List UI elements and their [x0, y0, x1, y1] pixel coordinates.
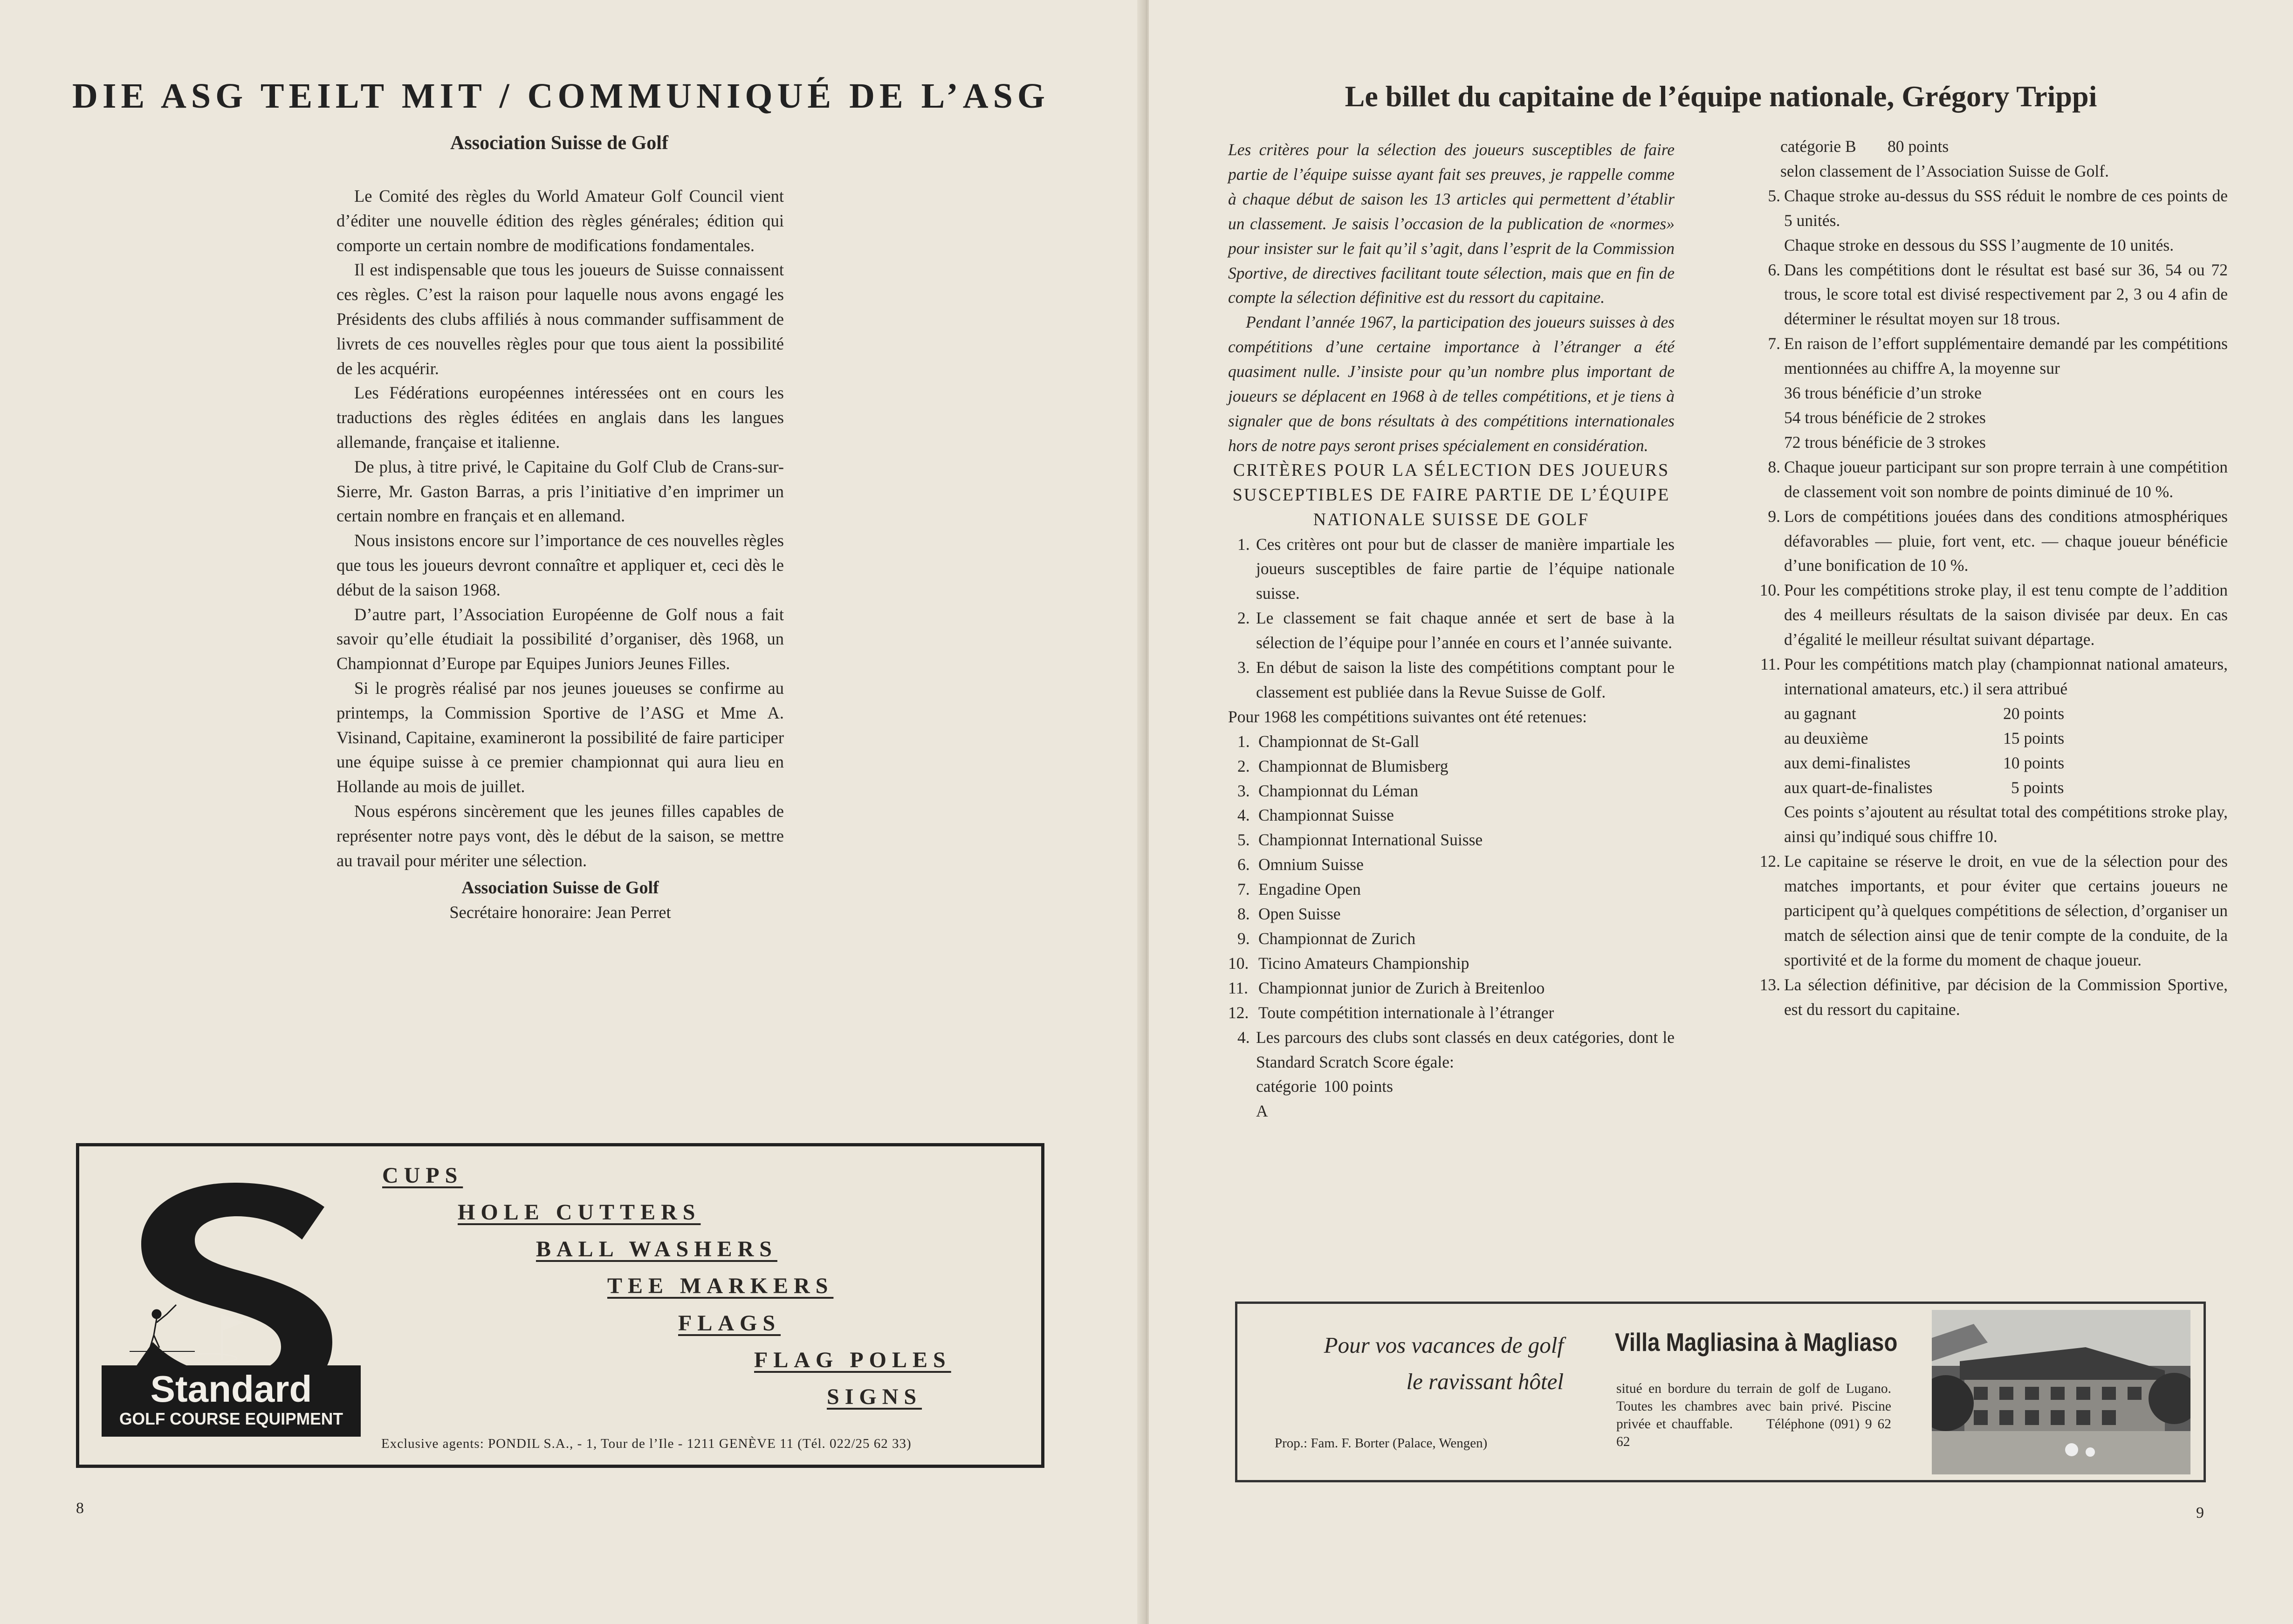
paragraph: Nous espérons sincèrement que les jeunes filles capables de représenter notre pays vont, dès le début de la saison, se mettre au travail pour mériter une sélection. — [336, 801, 784, 870]
criterion-5: 5. Chaque stroke au-dessus du SSS réduit le nombre de ces points de 5 unités. — [1768, 186, 2228, 230]
award-row: aux demi-finalistes 10 points — [1784, 753, 2065, 772]
association-subheading: Association Suisse de Golf — [450, 132, 668, 154]
captain-column-1 — [1228, 137, 1675, 1124]
holes-54: 54 trous bénéficie de 2 strokes — [1784, 408, 1986, 427]
intro-paragraph: Les critères pour la sélection des joueurs susceptibles de faire partie de l’équipe suisse ayant fait ses preuves, je rappelle comme à chaque début de saison les 13 articles qui permettent d’établir un classement. Je saisis l’occasion de la publication de «normes» pour insister sur le fait qu’il s’agit, dans l’esprit de la Commission Sportive, de directives facilitant toute sélection, mais que en fin de compte la sélection définitive est du ressort du capitaine. — [1228, 140, 1675, 307]
hotel-name: Villa Magliasina à Magliaso — [1615, 1328, 1898, 1357]
criterion-9: 9. Lors de compétitions jouées dans des conditions atmosphériques défavorables — pluie, fort vent, etc. — chaque joueur bénéficie d’une bonification de 10 %. — [1768, 507, 2228, 575]
villa-advertisement — [1235, 1302, 2206, 1482]
criteria-heading: CRITÈRES POUR LA SÉLECTION DES JOUEURS SUSCEPTIBLES DE FAIRE PARTIE DE L’ÉQUIPE NATIONALE SUISSE DE GOLF — [1232, 460, 1670, 529]
hotel-photo — [1932, 1310, 2190, 1474]
page-number-left: 8 — [76, 1500, 84, 1517]
criterion-13: 13. La sélection définitive, par décision de la Commission Sportive, est du ressort du capitaine. — [1759, 975, 2228, 1019]
paragraph: De plus, à titre privé, le Capitaine du Golf Club de Crans-sur-Sierre, Mr. Gaston Barras, a pris l’initiative d’en imprimer un certain nombre en français et en allemand. — [336, 457, 784, 526]
hotel-description-text: situé en bordure du terrain de golf de Lugano. Toutes les chambres avec bain privé. Piscine privée et chauffable. — [1616, 1381, 1891, 1432]
list-item: 2. Championnat de Blumisberg — [1237, 756, 1449, 775]
criterion-6: 6. Dans les compétitions dont le résultat est basé sur 36, 54 ou 72 trous, le score total est divisé respectivement par 2, 3 ou 4 afin de déterminer le résultat moyen sur 18 trous. — [1768, 260, 2228, 329]
paragraph: D’autre part, l’Association Européenne de Golf nous a fait savoir qu’elle étudiait la possibilité d’organiser, dès 1968, un Championnat d’Europe par Equipes Juniors Jeunes Filles. — [336, 604, 784, 673]
left-page — [0, 0, 1144, 1624]
list-item: 8. Open Suisse — [1237, 905, 1341, 924]
hotel-phone: Téléphone (091) 9 62 62 — [1616, 1417, 1891, 1449]
category-a: catégorie A 100 points — [1256, 1077, 1393, 1121]
list-item: 12. Toute compétition internationale à l’étranger — [1228, 1003, 1554, 1022]
ad-item-flags: FLAGS — [678, 1311, 781, 1336]
award-row: au gagnant 20 points — [1784, 704, 2065, 723]
criterion-3: 3. En début de saison la liste des compétitions comptant pour le classement est publiée dans la Revue Suisse de Golf. — [1237, 658, 1675, 701]
competitions-intro: Pour 1968 les compétitions suivantes ont été retenues: — [1228, 707, 1587, 726]
category-b: catégorie B 80 points — [1780, 137, 1949, 156]
ad-item-signs: SIGNS — [827, 1384, 922, 1409]
award-row: au deuxième 15 points — [1784, 728, 2065, 747]
right-page — [1149, 0, 2293, 1624]
page-heading: DIE ASG TEILT MIT / COMMUNIQUÉ DE L’ASG — [72, 76, 1050, 116]
captain-title: Le billet du capitaine de l’équipe nationale, Grégory Trippi — [1345, 80, 2097, 113]
criterion-5-note: Chaque stroke en dessous du SSS l’augmente de 10 unités. — [1784, 235, 2174, 254]
standard-advertisement — [76, 1143, 1044, 1468]
brand-name: Standard — [150, 1368, 312, 1410]
paragraph: Nous insistons encore sur l’importance de ces nouvelles règles que tous les joueurs devront connaître et appliquer et, ceci dès le début de la saison 1968. — [336, 531, 784, 599]
list-item: 6. Omnium Suisse — [1237, 855, 1364, 874]
criterion-4: 4. Les parcours des clubs sont classés en deux catégories, dont le Standard Scratch Score égale: — [1237, 1028, 1675, 1071]
holes-72: 72 trous bénéficie de 3 strokes — [1784, 432, 1986, 452]
ad-item-hole-cutters: HOLE CUTTERS — [458, 1200, 701, 1225]
flag-icon — [181, 1314, 244, 1363]
ad-item-flag-poles: FLAG POLES — [754, 1348, 951, 1372]
criterion-12: 12. Le capitaine se réserve le droit, en vue de la sélection pour des matches importants, et pour éviter que certains joueurs ne participent qu’à quelques compétitions de sélection, d’organiser un match de sélection ainsi que de tenir compte de la conduite, de la sportivité et de la forme du moment de chaque joueur. — [1759, 852, 2228, 969]
standard-logo — [102, 1174, 361, 1437]
page-number-right: 9 — [2196, 1504, 2204, 1521]
list-item: 7. Engadine Open — [1237, 880, 1361, 899]
captain-column-2 — [1755, 134, 2228, 1022]
hotel-description — [1616, 1380, 1891, 1451]
criterion-11: 11. Pour les compétitions match play (championnat national amateurs, international amateurs, etc.) il sera attribué — [1760, 655, 2228, 698]
paragraph: Le Comité des règles du World Amateur Golf Council vient d’éditer une nouvelle édition des règles générales; édition qui comporte un certain nombre de modifications fondamentales. — [336, 186, 784, 255]
paragraph: Les Fédérations européennes intéressées ont en cours les traductions des règles éditées en anglais dans les langues allemande, française et italienne. — [336, 383, 784, 452]
golfer-icon — [130, 1305, 195, 1351]
ad-item-cups: CUPS — [382, 1163, 463, 1188]
list-item: 9. Championnat de Zurich — [1237, 929, 1416, 948]
exclusive-agents: Exclusive agents: PONDIL S.A., - 1, Tour de l’Ile - 1211 GENÈVE 11 (Tél. 022/25 62 33) — [381, 1436, 912, 1451]
list-item: 3. Championnat du Léman — [1237, 781, 1419, 800]
intro-paragraph-2: Pendant l’année 1967, la participation des joueurs suisses à des compétitions d’une certaine importance à l’étranger a été quasiment nulle. J’insiste pour qu’un nombre plus important de joueurs se déplacent en 1968 à de telles compétitions, et je tiens à signaler que de bons résultats à des compétitions internationales hors de notre pays seront prises spécialement en considération. — [1228, 313, 1675, 455]
ad-slogan-line-1: Pour vos vacances de golf — [1324, 1332, 1564, 1358]
category-note: selon classement de l’Association Suisse de Golf. — [1780, 161, 2109, 180]
criterion-10: 10. Pour les compétitions stroke play, il est tenu compte de l’addition des 4 meilleurs résultats de la saison divisée par deux. En cas d’égalité le meilleur résultat suivant départage. — [1759, 581, 2228, 649]
list-item: 5. Championnat International Suisse — [1237, 830, 1483, 850]
list-item: 11. Championnat junior de Zurich à Breitenloo — [1228, 978, 1545, 997]
holes-36: 36 trous bénéficie d’un stroke — [1784, 384, 1982, 403]
brand-tagline: GOLF COURSE EQUIPMENT — [119, 1409, 343, 1428]
list-item: 1. Championnat de St-Gall — [1237, 732, 1420, 751]
paragraph: Si le progrès réalisé par nos jeunes joueuses se confirme au printemps, la Commission Sportive de l’ASG et Mme A. Visinand, Capitaine, examineront la possibilité de faire participer une équipe suisse à ce premier championnat qui aura lieu en Hollande au mois de juillet. — [336, 678, 784, 796]
list-item: 10. Ticino Amateurs Championship — [1228, 953, 1469, 973]
ad-slogan-line-2: le ravissant hôtel — [1406, 1369, 1564, 1394]
signature: Association Suisse de Golf — [461, 878, 659, 898]
ad-item-tee-markers: TEE MARKERS — [607, 1274, 834, 1298]
ad-item-ball-washers: BALL WASHERS — [536, 1237, 777, 1261]
ad-slogan — [1284, 1327, 1564, 1400]
paragraph: Il est indispensable que tous les joueurs de Suisse connaissent ces règles. C’est la raison pour laquelle nous avons engagé les Présidents des clubs affiliés à nous commander suffisamment de livrets de ces nouvelles règles pour que tous aient la possibilité de les acquérir. — [336, 260, 784, 378]
criterion-1: 1. Ces critères ont pour but de classer de manière impartiale les joueurs susceptibles de faire partie de l’équipe nationale suisse. — [1237, 534, 1675, 603]
criterion-8: 8. Chaque joueur participant sur son propre terrain à une compétition de classement voit son nombre de points diminué de 10 %. — [1768, 457, 2228, 501]
competitions-list — [1228, 729, 1675, 1025]
ad-proprietor: Prop.: Fam. F. Borter (Palace, Wengen) — [1275, 1436, 1488, 1451]
communique-column — [336, 184, 784, 925]
signature-secretary: Secrétaire honoraire: Jean Perret — [449, 903, 671, 922]
criterion-11-note: Ces points s’ajoutent au résultat total des compétitions stroke play, ainsi qu’indiqué sous chiffre 10. — [1784, 802, 2228, 846]
list-item: 4. Championnat Suisse — [1237, 806, 1394, 825]
award-row: aux quart-de-finalistes 5 points — [1784, 778, 2064, 797]
criterion-7: 7. En raison de l’effort supplémentaire demandé par les compétitions mentionnées au chiffre A, la moyenne sur — [1768, 334, 2228, 378]
criterion-2: 2. Le classement se fait chaque année et sert de base à la sélection de l’équipe pour l’année en cours et l’année suivante. — [1237, 609, 1675, 652]
